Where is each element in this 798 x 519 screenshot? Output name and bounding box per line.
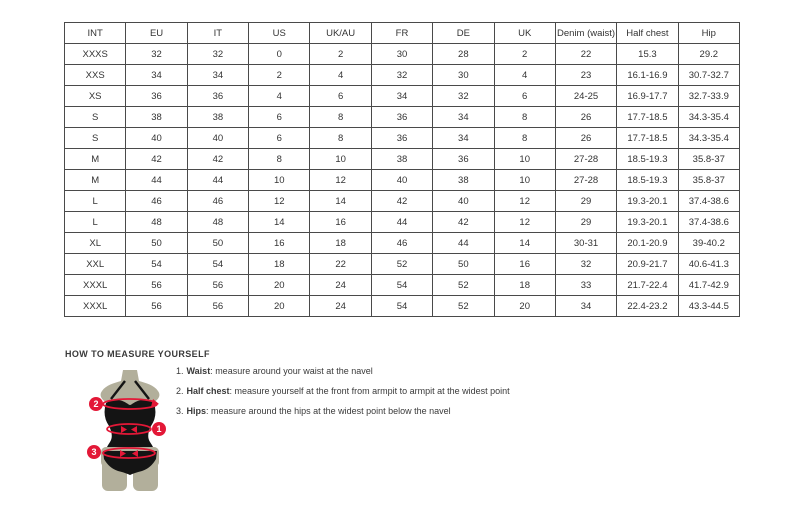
table-cell: 6 [310,86,371,107]
column-header: INT [65,23,126,44]
measure-step-half-chest [176,386,616,397]
table-cell: 40 [187,128,248,149]
step-number: 1. [176,366,184,376]
table-cell: 54 [126,254,187,275]
table-row [65,107,740,128]
table-cell: 34.3-35.4 [678,128,739,149]
measure-section-heading: HOW TO MEASURE YOURSELF [65,349,210,359]
table-row [65,233,740,254]
table-cell: 28 [433,44,494,65]
table-cell: 12 [494,191,555,212]
table-cell: 38 [187,107,248,128]
table-cell: 32.7-33.9 [678,86,739,107]
table-cell: XXXL [65,275,126,296]
column-header: Hip [678,23,739,44]
table-cell: 19.3-20.1 [617,191,678,212]
table-cell: 10 [494,149,555,170]
table-cell: 18 [494,275,555,296]
table-cell: 42 [371,191,432,212]
table-cell: 38 [126,107,187,128]
table-cell: M [65,149,126,170]
table-cell: 52 [371,254,432,275]
table-cell: 34 [371,86,432,107]
table-cell: 38 [371,149,432,170]
table-cell: 37.4-38.6 [678,191,739,212]
table-cell: 50 [433,254,494,275]
table-cell: 40 [126,128,187,149]
table-cell: 48 [187,212,248,233]
table-row [65,149,740,170]
svg-text:3: 3 [91,447,97,457]
table-cell: 4 [249,86,310,107]
table-cell: 24-25 [555,86,616,107]
table-cell: 18.5-19.3 [617,170,678,191]
table-cell: 36 [371,128,432,149]
mannequin-figure [84,368,176,496]
table-cell: 34 [126,65,187,86]
table-cell: 56 [187,275,248,296]
table-cell: 8 [310,107,371,128]
table-cell: 30-31 [555,233,616,254]
table-cell: 27-28 [555,170,616,191]
table-cell: 10 [249,170,310,191]
table-cell: 54 [371,275,432,296]
table-cell: 2 [494,44,555,65]
column-header: UK [494,23,555,44]
column-header: IT [187,23,248,44]
table-cell: 20 [494,296,555,317]
table-cell: 43.3-44.5 [678,296,739,317]
table-cell: 2 [310,44,371,65]
table-cell: L [65,191,126,212]
step-description: : measure yourself at the front from armpit to armpit at the widest point [229,386,510,396]
table-cell: 24 [310,296,371,317]
table-cell: 48 [126,212,187,233]
table-cell: 8 [494,128,555,149]
table-cell: 44 [126,170,187,191]
table-cell: 8 [310,128,371,149]
measure-step-waist [176,366,616,377]
table-cell: 2 [249,65,310,86]
table-cell: 20 [249,296,310,317]
size-conversion-table [64,22,740,317]
table-cell: 46 [187,191,248,212]
table-cell: XXXL [65,296,126,317]
table-cell: 32 [433,86,494,107]
table-cell: 24 [310,275,371,296]
table-cell: 23 [555,65,616,86]
table-cell: 12 [494,212,555,233]
table-cell: 37.4-38.6 [678,212,739,233]
table-cell: 38 [433,170,494,191]
table-cell: 15.3 [617,44,678,65]
table-cell: 16 [310,212,371,233]
column-header: Denim (waist) [555,23,616,44]
table-cell: 6 [249,128,310,149]
table-cell: 56 [126,275,187,296]
table-cell: 35.8-37 [678,149,739,170]
table-cell: 26 [555,107,616,128]
table-cell: 30 [371,44,432,65]
table-row [65,275,740,296]
table-cell: 20 [249,275,310,296]
table-cell: 27-28 [555,149,616,170]
table-cell: 22 [310,254,371,275]
table-cell: 0 [249,44,310,65]
table-cell: XS [65,86,126,107]
table-cell: 6 [494,86,555,107]
table-cell: 17.7-18.5 [617,107,678,128]
svg-text:2: 2 [93,399,99,409]
table-cell: 30.7-32.7 [678,65,739,86]
table-cell: 8 [249,149,310,170]
measure-badge-chest [89,397,103,411]
table-cell: 50 [187,233,248,254]
table-cell: 29 [555,191,616,212]
column-header: UK/AU [310,23,371,44]
table-cell: 56 [126,296,187,317]
step-term: Half chest [186,386,230,396]
table-cell: 44 [187,170,248,191]
column-header: DE [433,23,494,44]
table-cell: 16 [249,233,310,254]
step-description: : measure around the hips at the widest point below the navel [206,406,451,416]
table-cell: 54 [187,254,248,275]
table-cell: 34 [555,296,616,317]
column-header: US [249,23,310,44]
table-cell: 14 [494,233,555,254]
table-cell: XL [65,233,126,254]
table-cell: 21.7-22.4 [617,275,678,296]
table-cell: 10 [494,170,555,191]
column-header: FR [371,23,432,44]
measure-step-hips [176,406,616,417]
table-row [65,170,740,191]
table-cell: S [65,107,126,128]
table-cell: 19.3-20.1 [617,212,678,233]
step-number: 3. [176,406,184,416]
measure-badge-waist [152,422,166,436]
table-cell: 42 [187,149,248,170]
size-table-header [65,23,740,44]
table-cell: 32 [371,65,432,86]
table-cell: 4 [310,65,371,86]
table-cell: 22 [555,44,616,65]
table-cell: 33 [555,275,616,296]
table-cell: S [65,128,126,149]
table-row [65,212,740,233]
table-cell: L [65,212,126,233]
table-cell: 44 [433,233,494,254]
table-cell: 40 [371,170,432,191]
table-cell: 36 [371,107,432,128]
table-row [65,65,740,86]
table-row [65,128,740,149]
column-header: EU [126,23,187,44]
step-term: Hips [186,406,207,416]
table-cell: 18 [249,254,310,275]
table-cell: 20.1-20.9 [617,233,678,254]
table-cell: 34 [187,65,248,86]
table-cell: 16 [494,254,555,275]
table-cell: 29.2 [678,44,739,65]
table-cell: 6 [249,107,310,128]
table-cell: 46 [126,191,187,212]
step-description: : measure around your waist at the navel [210,366,373,376]
measure-badge-hips [87,445,101,459]
table-cell: 14 [249,212,310,233]
table-cell: 32 [126,44,187,65]
table-cell: XXXS [65,44,126,65]
table-cell: 12 [249,191,310,212]
step-term: Waist [186,366,211,376]
table-row [65,254,740,275]
table-cell: 29 [555,212,616,233]
table-cell: 18 [310,233,371,254]
table-row [65,44,740,65]
table-cell: 4 [494,65,555,86]
table-cell: 36 [187,86,248,107]
table-cell: 42 [126,149,187,170]
table-cell: 32 [555,254,616,275]
table-cell: M [65,170,126,191]
table-cell: 46 [371,233,432,254]
table-cell: 52 [433,296,494,317]
table-cell: 22.4-23.2 [617,296,678,317]
table-cell: 32 [187,44,248,65]
table-cell: 52 [433,275,494,296]
table-cell: 36 [126,86,187,107]
table-cell: XXS [65,65,126,86]
table-cell: 14 [310,191,371,212]
table-cell: 18.5-19.3 [617,149,678,170]
table-cell: 12 [310,170,371,191]
step-number: 2. [176,386,184,396]
table-row [65,191,740,212]
table-cell: 50 [126,233,187,254]
table-cell: 10 [310,149,371,170]
table-cell: 44 [371,212,432,233]
table-row [65,86,740,107]
table-cell: 16.1-16.9 [617,65,678,86]
column-header: Half chest [617,23,678,44]
table-cell: 16.9-17.7 [617,86,678,107]
table-cell: 41.7-42.9 [678,275,739,296]
table-cell: 39-40.2 [678,233,739,254]
measure-steps-list [176,366,616,426]
table-cell: 34 [433,107,494,128]
table-cell: 56 [187,296,248,317]
table-cell: 35.8-37 [678,170,739,191]
table-cell: 30 [433,65,494,86]
table-cell: 34 [433,128,494,149]
table-cell: XXL [65,254,126,275]
table-cell: 17.7-18.5 [617,128,678,149]
table-cell: 40 [433,191,494,212]
table-cell: 20.9-21.7 [617,254,678,275]
table-row [65,296,740,317]
svg-text:1: 1 [156,424,162,434]
table-cell: 26 [555,128,616,149]
table-cell: 36 [433,149,494,170]
table-cell: 40.6-41.3 [678,254,739,275]
table-cell: 42 [433,212,494,233]
table-cell: 8 [494,107,555,128]
table-cell: 54 [371,296,432,317]
table-cell: 34.3-35.4 [678,107,739,128]
